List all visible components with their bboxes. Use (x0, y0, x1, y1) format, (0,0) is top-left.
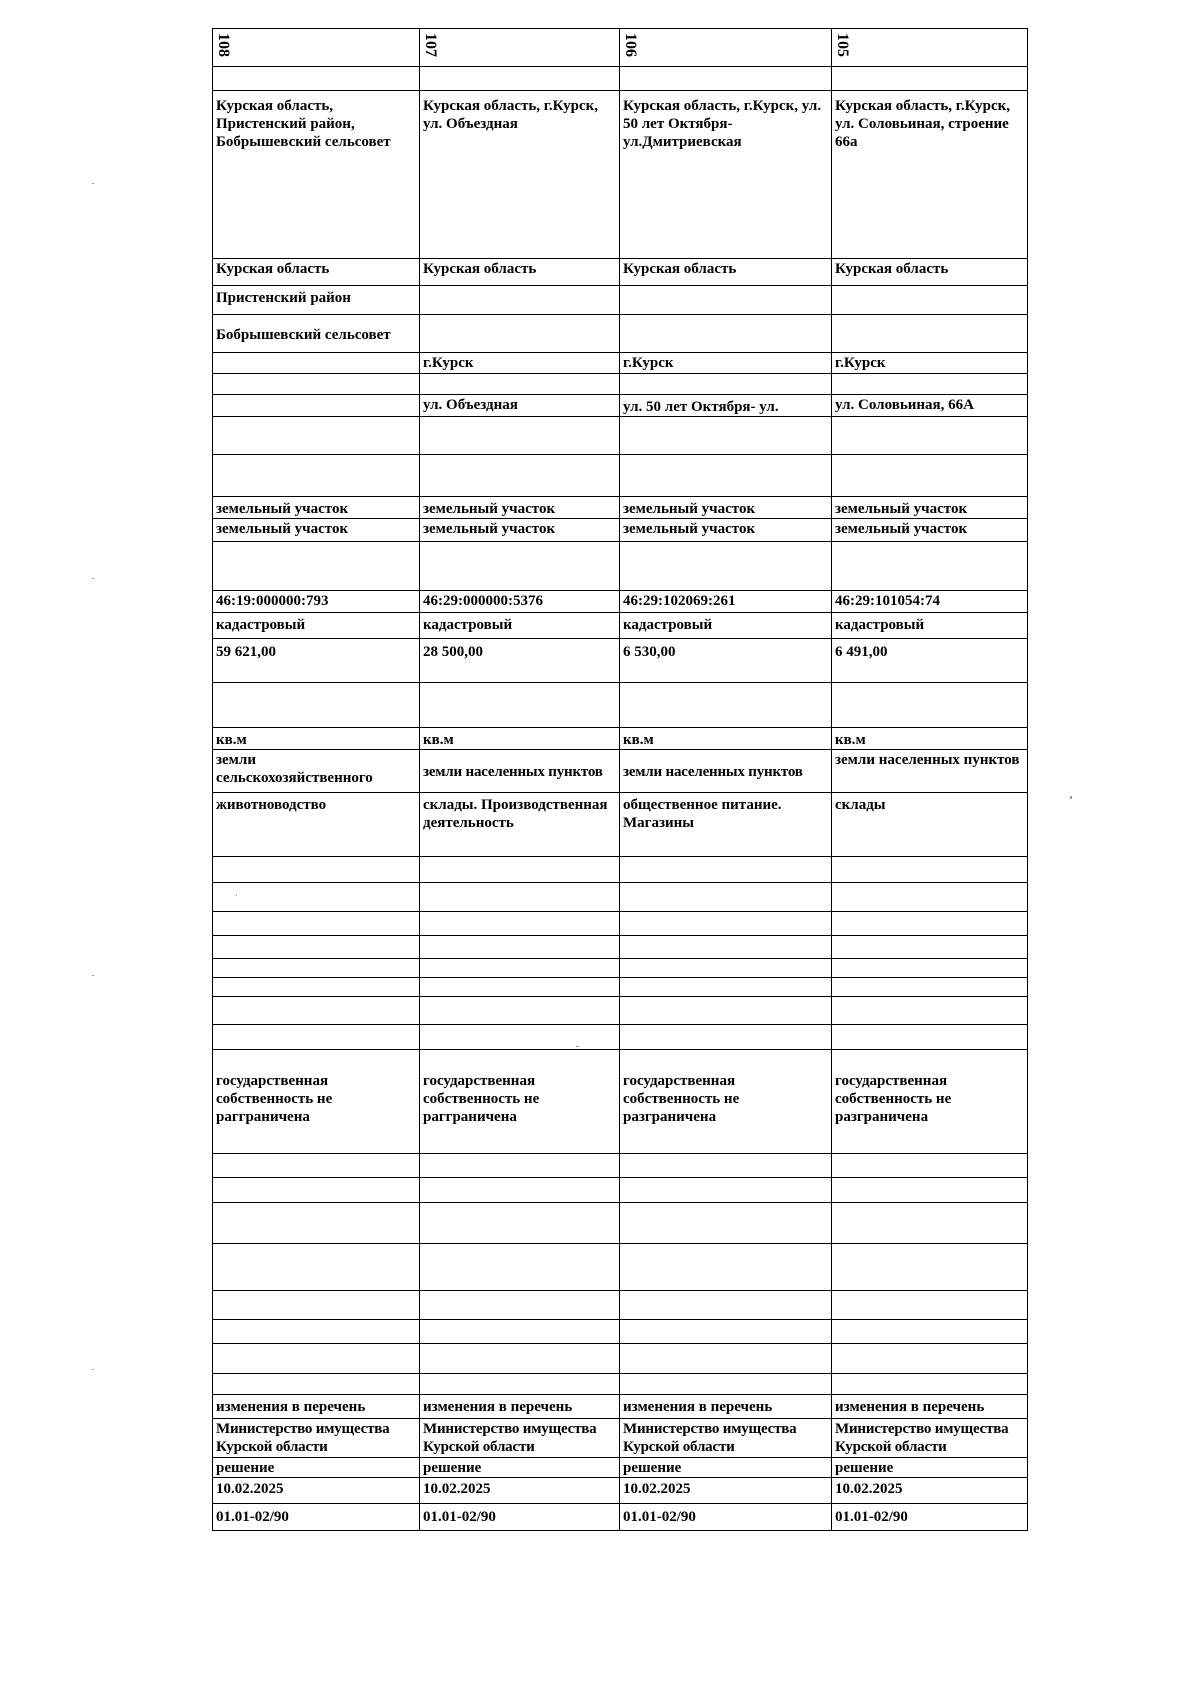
scan-speck (92, 183, 94, 184)
row-empty (213, 374, 1028, 395)
cell-document-type: решение (420, 1458, 620, 1478)
row-authority (213, 1419, 1028, 1458)
column-number: 108 (215, 33, 232, 57)
cell-use-type: склады (832, 793, 1028, 857)
cell-use-type: животноводство (213, 793, 420, 857)
scan-speck (92, 578, 94, 579)
cell-authority: Министерство имущества Курской области (213, 1419, 420, 1458)
cell-use-type: общественное питание. Магазины (620, 793, 832, 857)
cell-object-type: земельный участок (213, 497, 420, 519)
row-empty (213, 1203, 1028, 1244)
cell-address: Курская область, г.Курск, ул. Соловьиная, строение 66а (832, 91, 1028, 259)
cell-change-type: изменения в перечень (213, 1395, 420, 1419)
cell-use-type: склады. Производственная деятельность (420, 793, 620, 857)
cell-document-type: решение (213, 1458, 420, 1478)
row-number (213, 29, 1028, 67)
cell-ownership: государственная собственность не рагграничена (420, 1050, 620, 1154)
land-register-table (212, 28, 1028, 1531)
row-empty (213, 1244, 1028, 1291)
row-settlement (213, 315, 1028, 353)
row-empty (213, 417, 1028, 455)
cell-address: Курская область, г.Курск, ул. 50 лет Октября- ул.Дмитриевская (620, 91, 832, 259)
cell-area: 59 621,00 (213, 639, 420, 683)
row-empty (213, 1178, 1028, 1203)
cell-number-type: кадастровый (213, 613, 420, 639)
cell-change-type: изменения в перечень (620, 1395, 832, 1419)
row-object-kind (213, 519, 1028, 542)
cell-object-type: земельный участок (420, 497, 620, 519)
row-empty (213, 912, 1028, 936)
cell-number (213, 29, 420, 67)
cell-unit: кв.м (420, 728, 620, 750)
cell-object-type: земельный участок (620, 497, 832, 519)
cell-unit: кв.м (213, 728, 420, 750)
cell-authority: Министерство имущества Курской области (620, 1419, 832, 1458)
cell-change-type: изменения в перечень (420, 1395, 620, 1419)
cell-street: ул. Соловьиная, 66А (832, 395, 1028, 417)
cell-doc-number: 01.01-02/90 (213, 1504, 420, 1531)
cell-cadastral-number: 46:19:000000:793 (213, 591, 420, 613)
cell-object-kind: земельный участок (213, 519, 420, 542)
row-empty (213, 1344, 1028, 1374)
row-address (213, 91, 1028, 259)
cell-land-category: земли населенных пунктов (620, 750, 832, 793)
row-land-category (213, 750, 1028, 793)
row-number-type (213, 613, 1028, 639)
cell-date: 10.02.2025 (420, 1478, 620, 1504)
row-cadastral-number (213, 591, 1028, 613)
cell-area: 6 491,00 (832, 639, 1028, 683)
row-empty (213, 978, 1028, 997)
cell-authority: Министерство имущества Курской области (832, 1419, 1028, 1458)
row-empty (213, 997, 1028, 1025)
row-unit (213, 728, 1028, 750)
cell-address: Курская область, г.Курск, ул. Объездная (420, 91, 620, 259)
row-city (213, 353, 1028, 374)
column-number: 106 (622, 33, 639, 57)
cell-cadastral-number: 46:29:101054:74 (832, 591, 1028, 613)
row-change-type (213, 1395, 1028, 1419)
cell-date: 10.02.2025 (620, 1478, 832, 1504)
row-use-type (213, 793, 1028, 857)
row-empty (213, 936, 1028, 959)
cell-ownership: государственная собственность не разграничена (620, 1050, 832, 1154)
cell-address: Курская область, Пристенский район, Бобрышевский сельсовет (213, 91, 420, 259)
row-doc-number (213, 1504, 1028, 1531)
row-date (213, 1478, 1028, 1504)
cell-object-kind: земельный участок (420, 519, 620, 542)
row-empty (213, 67, 1028, 91)
cell-city: г.Курск (620, 353, 832, 374)
cell-document-type: решение (832, 1458, 1028, 1478)
cell-unit: кв.м (832, 728, 1028, 750)
cell-date: 10.02.2025 (213, 1478, 420, 1504)
row-object-type (213, 497, 1028, 519)
scan-speck (576, 1046, 579, 1047)
cell-settlement (620, 315, 832, 353)
cell-land-category: земли населенных пунктов (832, 750, 1028, 793)
row-empty (213, 883, 1028, 912)
cell-district: Пристенский район (213, 286, 420, 315)
row-ownership (213, 1050, 1028, 1154)
row-empty (213, 1154, 1028, 1178)
column-number: 107 (422, 33, 439, 57)
cell-cadastral-number: 46:29:000000:5376 (420, 591, 620, 613)
cell-region: Курская область (420, 259, 620, 286)
scan-speck (92, 975, 94, 976)
cell-number-type: кадастровый (620, 613, 832, 639)
row-empty (213, 1025, 1028, 1050)
row-empty (213, 959, 1028, 978)
cell-number-type: кадастровый (420, 613, 620, 639)
row-empty (213, 683, 1028, 728)
cell-street: ул. 50 лет Октября- ул. (620, 395, 832, 417)
scan-speck (1070, 796, 1072, 799)
row-empty (213, 1374, 1028, 1395)
row-document-type (213, 1458, 1028, 1478)
row-street (213, 395, 1028, 417)
cell-street (213, 395, 420, 417)
cell-settlement: Бобрышевский сельсовет (213, 315, 420, 353)
cell-doc-number: 01.01-02/90 (420, 1504, 620, 1531)
cell-settlement (832, 315, 1028, 353)
cell-change-type: изменения в перечень (832, 1395, 1028, 1419)
cell-authority: Министерство имущества Курской области (420, 1419, 620, 1458)
row-empty (213, 857, 1028, 883)
cell-district (420, 286, 620, 315)
cell-number (620, 29, 832, 67)
column-number: 105 (834, 33, 851, 57)
cell-settlement (420, 315, 620, 353)
cell-region: Курская область (213, 259, 420, 286)
row-empty (213, 1320, 1028, 1344)
cell-ownership: государственная собственность не разграничена (832, 1050, 1028, 1154)
row-area (213, 639, 1028, 683)
cell-unit: кв.м (620, 728, 832, 750)
row-district (213, 286, 1028, 315)
cell-land-category: земли населенных пунктов (420, 750, 620, 793)
cell-ownership: государственная собственность не рагграничена (213, 1050, 420, 1154)
cell-number (420, 29, 620, 67)
cell-district (620, 286, 832, 315)
cell-object-kind: земельный участок (832, 519, 1028, 542)
scan-speck (236, 895, 237, 896)
cell-area: 28 500,00 (420, 639, 620, 683)
row-region (213, 259, 1028, 286)
cell-cadastral-number: 46:29:102069:261 (620, 591, 832, 613)
cell-doc-number: 01.01-02/90 (832, 1504, 1028, 1531)
cell-region: Курская область (832, 259, 1028, 286)
row-empty (213, 542, 1028, 591)
row-empty (213, 455, 1028, 497)
cell-region: Курская область (620, 259, 832, 286)
row-empty (213, 1291, 1028, 1320)
cell-area: 6 530,00 (620, 639, 832, 683)
cell-number (832, 29, 1028, 67)
cell-city: г.Курск (420, 353, 620, 374)
cell-street: ул. Объездная (420, 395, 620, 417)
cell-date: 10.02.2025 (832, 1478, 1028, 1504)
cell-document-type: решение (620, 1458, 832, 1478)
cell-number-type: кадастровый (832, 613, 1028, 639)
cell-doc-number: 01.01-02/90 (620, 1504, 832, 1531)
cell-city (213, 353, 420, 374)
scan-speck (92, 1369, 94, 1370)
cell-city: г.Курск (832, 353, 1028, 374)
cell-object-type: земельный участок (832, 497, 1028, 519)
cell-district (832, 286, 1028, 315)
cell-object-kind: земельный участок (620, 519, 832, 542)
cell-land-category: земли сельскохозяйственного (213, 750, 420, 793)
